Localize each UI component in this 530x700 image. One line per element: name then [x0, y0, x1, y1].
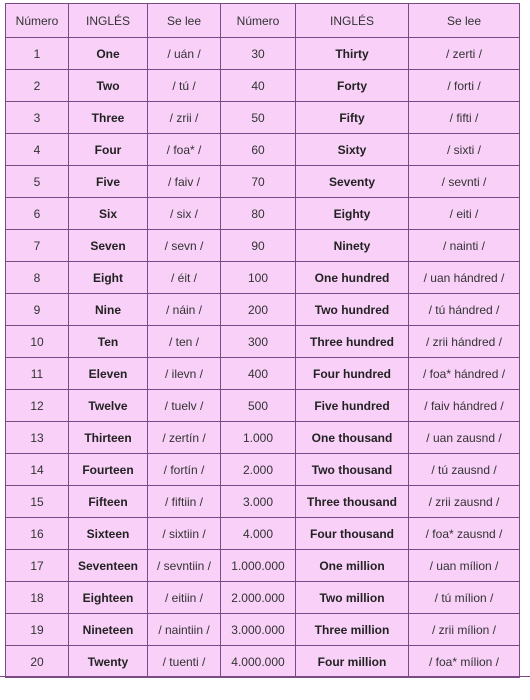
header-pronunciation: Se lee [409, 4, 520, 38]
numbers-table-container [5, 3, 520, 678]
english-word-cell: Two [69, 70, 148, 102]
table-row [6, 614, 520, 646]
number-cell: 40 [221, 70, 296, 102]
pronunciation-cell: / nainti / [409, 230, 520, 262]
english-word-cell: Three million [296, 614, 409, 646]
number-cell: 3.000 [221, 486, 296, 518]
english-word-cell: Eighteen [69, 582, 148, 614]
number-cell: 90 [221, 230, 296, 262]
number-cell: 3 [6, 102, 69, 134]
number-cell: 17 [6, 550, 69, 582]
pronunciation-cell: / tuelv / [148, 390, 221, 422]
pronunciation-cell: / six / [148, 198, 221, 230]
english-word-cell: Forty [296, 70, 409, 102]
number-cell: 15 [6, 486, 69, 518]
table-row [6, 70, 520, 102]
header-english: INGLÉS [69, 4, 148, 38]
header-english: INGLÉS [296, 4, 409, 38]
english-word-cell: Four million [296, 646, 409, 678]
bottom-divider [0, 676, 530, 677]
header-pronunciation: Se lee [148, 4, 221, 38]
pronunciation-cell: / foa* / [148, 134, 221, 166]
table-row [6, 102, 520, 134]
english-word-cell: One million [296, 550, 409, 582]
pronunciation-cell: / zrii / [148, 102, 221, 134]
pronunciation-cell: / uan zausnd / [409, 422, 520, 454]
english-word-cell: Seven [69, 230, 148, 262]
english-word-cell: Seventy [296, 166, 409, 198]
table-row [6, 550, 520, 582]
english-word-cell: Eighty [296, 198, 409, 230]
table-row [6, 390, 520, 422]
number-cell: 11 [6, 358, 69, 390]
english-word-cell: Four hundred [296, 358, 409, 390]
english-numbers-table [5, 3, 520, 678]
number-cell: 16 [6, 518, 69, 550]
pronunciation-cell: / ilevn / [148, 358, 221, 390]
pronunciation-cell: / eitiin / [148, 582, 221, 614]
header-number: Número [6, 4, 69, 38]
number-cell: 6 [6, 198, 69, 230]
number-cell: 1.000.000 [221, 550, 296, 582]
pronunciation-cell: / zrii mílion / [409, 614, 520, 646]
table-row [6, 166, 520, 198]
english-word-cell: Twelve [69, 390, 148, 422]
pronunciation-cell: / sevntiin / [148, 550, 221, 582]
pronunciation-cell: / náin / [148, 294, 221, 326]
pronunciation-cell: / tuenti / [148, 646, 221, 678]
pronunciation-cell: / foa* hándred / [409, 358, 520, 390]
english-word-cell: Twenty [69, 646, 148, 678]
pronunciation-cell: / sevnti / [409, 166, 520, 198]
pronunciation-cell: / tú mílion / [409, 582, 520, 614]
table-row [6, 518, 520, 550]
header-number: Número [221, 4, 296, 38]
pronunciation-cell: / naintiin / [148, 614, 221, 646]
pronunciation-cell: / fifti / [409, 102, 520, 134]
number-cell: 20 [6, 646, 69, 678]
table-row [6, 134, 520, 166]
number-cell: 80 [221, 198, 296, 230]
pronunciation-cell: / tú hándred / [409, 294, 520, 326]
english-word-cell: Nine [69, 294, 148, 326]
table-row [6, 230, 520, 262]
pronunciation-cell: / forti / [409, 70, 520, 102]
pronunciation-cell: / zrii zausnd / [409, 486, 520, 518]
number-cell: 10 [6, 326, 69, 358]
english-word-cell: Eight [69, 262, 148, 294]
number-cell: 7 [6, 230, 69, 262]
pronunciation-cell: / uán / [148, 38, 221, 70]
english-word-cell: Five hundred [296, 390, 409, 422]
number-cell: 60 [221, 134, 296, 166]
pronunciation-cell: / fortín / [148, 454, 221, 486]
number-cell: 8 [6, 262, 69, 294]
pronunciation-cell: / sixti / [409, 134, 520, 166]
table-body [6, 38, 520, 678]
number-cell: 50 [221, 102, 296, 134]
table-row [6, 646, 520, 678]
english-word-cell: Six [69, 198, 148, 230]
english-word-cell: Three thousand [296, 486, 409, 518]
english-word-cell: Five [69, 166, 148, 198]
english-word-cell: Sixteen [69, 518, 148, 550]
english-word-cell: Two million [296, 582, 409, 614]
number-cell: 500 [221, 390, 296, 422]
header-row [6, 4, 520, 38]
number-cell: 1.000 [221, 422, 296, 454]
english-word-cell: Eleven [69, 358, 148, 390]
table-row [6, 422, 520, 454]
number-cell: 70 [221, 166, 296, 198]
table-row [6, 486, 520, 518]
number-cell: 3.000.000 [221, 614, 296, 646]
english-word-cell: One [69, 38, 148, 70]
table-row [6, 582, 520, 614]
number-cell: 4 [6, 134, 69, 166]
pronunciation-cell: / zertín / [148, 422, 221, 454]
english-word-cell: Ten [69, 326, 148, 358]
english-word-cell: One hundred [296, 262, 409, 294]
english-word-cell: Sixty [296, 134, 409, 166]
english-word-cell: Thirty [296, 38, 409, 70]
pronunciation-cell: / uan mílion / [409, 550, 520, 582]
number-cell: 14 [6, 454, 69, 486]
pronunciation-cell: / éit / [148, 262, 221, 294]
english-word-cell: Fifteen [69, 486, 148, 518]
number-cell: 1 [6, 38, 69, 70]
number-cell: 100 [221, 262, 296, 294]
number-cell: 200 [221, 294, 296, 326]
table-row [6, 326, 520, 358]
english-word-cell: Four thousand [296, 518, 409, 550]
number-cell: 18 [6, 582, 69, 614]
number-cell: 400 [221, 358, 296, 390]
table-row [6, 358, 520, 390]
english-word-cell: Fifty [296, 102, 409, 134]
pronunciation-cell: / fiftiin / [148, 486, 221, 518]
number-cell: 2.000 [221, 454, 296, 486]
number-cell: 13 [6, 422, 69, 454]
pronunciation-cell: / eiti / [409, 198, 520, 230]
pronunciation-cell: / sevn / [148, 230, 221, 262]
english-word-cell: Four [69, 134, 148, 166]
english-word-cell: Two hundred [296, 294, 409, 326]
english-word-cell: Thirteen [69, 422, 148, 454]
number-cell: 30 [221, 38, 296, 70]
table-row [6, 262, 520, 294]
english-word-cell: One thousand [296, 422, 409, 454]
pronunciation-cell: / faiv hándred / [409, 390, 520, 422]
pronunciation-cell: / uan hándred / [409, 262, 520, 294]
table-row [6, 454, 520, 486]
number-cell: 4.000 [221, 518, 296, 550]
number-cell: 300 [221, 326, 296, 358]
english-word-cell: Three hundred [296, 326, 409, 358]
english-word-cell: Two thousand [296, 454, 409, 486]
english-word-cell: Three [69, 102, 148, 134]
table-row [6, 198, 520, 230]
number-cell: 12 [6, 390, 69, 422]
number-cell: 9 [6, 294, 69, 326]
english-word-cell: Nineteen [69, 614, 148, 646]
number-cell: 19 [6, 614, 69, 646]
table-row [6, 38, 520, 70]
pronunciation-cell: / zerti / [409, 38, 520, 70]
pronunciation-cell: / faiv / [148, 166, 221, 198]
pronunciation-cell: / sixtiin / [148, 518, 221, 550]
table-row [6, 294, 520, 326]
pronunciation-cell: / tú zausnd / [409, 454, 520, 486]
english-word-cell: Ninety [296, 230, 409, 262]
pronunciation-cell: / zrii hándred / [409, 326, 520, 358]
number-cell: 5 [6, 166, 69, 198]
pronunciation-cell: / foa* zausnd / [409, 518, 520, 550]
pronunciation-cell: / foa* mílion / [409, 646, 520, 678]
number-cell: 2 [6, 70, 69, 102]
number-cell: 4.000.000 [221, 646, 296, 678]
pronunciation-cell: / ten / [148, 326, 221, 358]
pronunciation-cell: / tú / [148, 70, 221, 102]
number-cell: 2.000.000 [221, 582, 296, 614]
english-word-cell: Fourteen [69, 454, 148, 486]
english-word-cell: Seventeen [69, 550, 148, 582]
